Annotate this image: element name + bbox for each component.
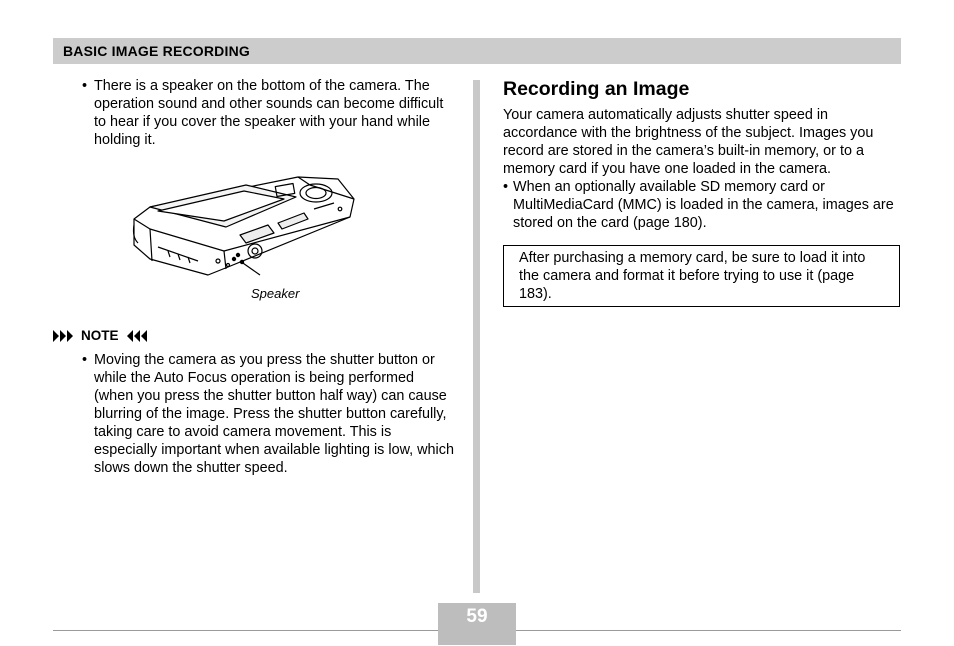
sd-card-bullet: [503, 178, 901, 232]
speaker-bullet-text: There is a speaker on the bottom of the camera. The operation sound and other sounds can become difficult to hear if you cover the speaker with your hand while holding it.: [94, 78, 444, 148]
note-label: NOTE: [81, 328, 119, 343]
note-bullet-text: Moving the camera as you press the shutter button or while the Auto Focus operation is being performed (when you press the shutter button half way) can cause blurring of the image. Press the shutter button carefully, taking care to avoid camera movement. This is especially important when available lighting is low, which slows down the shutter speed.: [94, 352, 454, 476]
speaker-caption: Speaker: [251, 286, 300, 301]
speaker-bullet: [82, 77, 454, 149]
right-column: [503, 77, 901, 232]
note-header: [53, 328, 147, 343]
bullet-dot: •: [503, 179, 509, 195]
note-left-arrows-icon: [53, 330, 75, 342]
note-bullet-item: [82, 351, 454, 477]
note-bullet: [82, 351, 454, 477]
left-column: [82, 77, 454, 149]
column-divider: [473, 80, 480, 593]
page-number: 59: [466, 606, 488, 627]
camera-bottom-illustration: [128, 165, 364, 305]
bullet-dot: •: [82, 352, 88, 368]
note-right-arrows-icon: [125, 330, 147, 342]
sd-card-bullet-text: When an optionally available SD memory card or MultiMediaCard (MMC) is loaded in the camera, images are stored on the card (page 180).: [513, 179, 894, 231]
bullet-dot: •: [82, 78, 88, 94]
intro-paragraph: Your camera automatically adjusts shutter speed in accordance with the brightness of the subject. Images you record are stored in the camera’s built-in memory, or to a memory card if you have one loaded in the camera.: [503, 107, 874, 177]
section-title: Recording an Image: [503, 78, 690, 100]
memory-card-note-box: [503, 245, 900, 307]
section-header-title: BASIC IMAGE RECORDING: [63, 43, 250, 59]
page-number-box: [438, 603, 516, 645]
section-header-bar: [53, 38, 901, 64]
memory-card-note-text: After purchasing a memory card, be sure to load it into the camera and format it before trying to use it (page 183).: [519, 250, 866, 302]
